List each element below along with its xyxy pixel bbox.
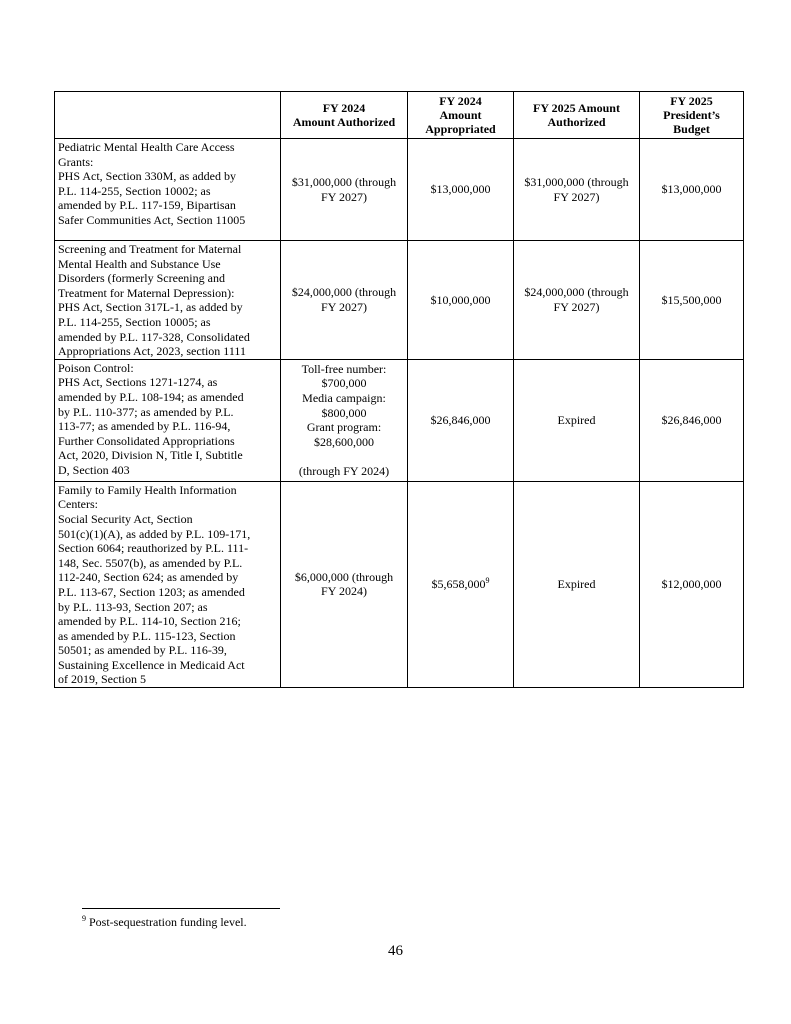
fy2024-appropriated-value: $10,000,000	[430, 292, 491, 307]
program-line: Screening and Treatment for Maternal	[58, 242, 242, 256]
program-line: of 2019, Section 5	[58, 672, 146, 687]
fy2024-authorized-line	[285, 449, 403, 464]
program-cell	[55, 359, 281, 481]
fy2024-appropriated-cell	[408, 359, 514, 481]
program-line: PHS Act, Section 330M, as added by	[58, 169, 236, 184]
fy2025-budget-cell	[640, 139, 744, 241]
header-fy2024-appropriated: FY 2024 Amount Appropriated	[408, 92, 514, 139]
program-line: Safer Communities Act, Section 11005	[58, 212, 246, 227]
fy2025-budget-value: $15,500,000	[661, 292, 722, 307]
fy2024-appropriated-cell	[408, 481, 514, 687]
footnote	[82, 915, 247, 930]
fy2024-authorized-cell	[281, 481, 408, 687]
program-cell	[55, 241, 281, 360]
fy2024-authorized-line: FY 2024)	[321, 584, 367, 599]
program-line: amended by P.L. 117-159, Bipartisan	[58, 198, 236, 213]
program-line: Treatment for Maternal Depression):	[58, 285, 235, 300]
program-line: P.L. 114-255, Section 10002; as	[58, 183, 211, 198]
fy2024-appropriated-value: $5,658,000	[431, 577, 486, 592]
fy2024-authorized-cell	[281, 139, 408, 241]
program-line: Further Consolidated Appropriations	[58, 433, 235, 448]
program-line: P.L. 113-67, Section 1203; as amended	[58, 584, 245, 599]
fy2024-appropriated-cell	[408, 241, 514, 360]
fy2025-authorized-cell	[514, 241, 640, 360]
fy2025-authorized-cell	[514, 481, 640, 687]
program-line: D, Section 403	[58, 462, 130, 477]
fy2025-authorized-line: $31,000,000 (through	[524, 174, 629, 189]
fy2024-authorized-line: $24,000,000 (through	[291, 285, 397, 300]
footnote-reference: 9	[485, 576, 490, 586]
fy2025-budget-value: $26,846,000	[661, 412, 722, 427]
table-row	[55, 241, 744, 360]
fy2025-authorized-line: FY 2027)	[553, 189, 600, 204]
footnote-text: Post-sequestration funding level.	[86, 915, 247, 929]
program-line: PHS Act, Section 317L-1, as added by	[58, 300, 243, 315]
footnote-separator	[82, 908, 280, 909]
fy2025-authorized-cell	[514, 139, 640, 241]
fy2024-authorized-line: Toll-free number:	[301, 361, 387, 376]
fy2024-authorized-line: FY 2027)	[321, 189, 367, 204]
fy2025-authorized-cell	[514, 359, 640, 481]
table-row	[55, 139, 744, 241]
program-line: Act, 2020, Division N, Title I, Subtitle	[58, 448, 243, 463]
program-line: 501(c)(1)(A), as added by P.L. 109-171,	[58, 526, 251, 541]
program-line: 112-240, Section 624; as amended by	[58, 570, 239, 585]
program-line: Mental Health and Substance Use	[58, 256, 221, 271]
table-row	[55, 481, 744, 687]
fy2024-authorized-line: $28,600,000	[314, 434, 374, 449]
program-line: P.L. 114-255, Section 10005; as	[58, 314, 211, 329]
fy2024-authorized-line: Media campaign:	[302, 390, 386, 405]
program-line: 113-77; as amended by P.L. 116-94,	[58, 419, 231, 434]
program-line: amended by P.L. 114-10, Section 216;	[58, 614, 241, 629]
fy2024-authorized-cell	[281, 241, 408, 360]
program-line: 148, Sec. 5507(b), as amended by P.L.	[58, 555, 243, 570]
authorization-table	[54, 91, 744, 688]
program-line: as amended by P.L. 115-123, Section	[58, 628, 236, 643]
page-number: 46	[388, 943, 403, 959]
fy2024-authorized-line: $31,000,000 (through	[291, 174, 397, 189]
fy2024-appropriated-value: $13,000,000	[430, 182, 491, 197]
header-program	[55, 92, 281, 139]
fy2025-budget-cell	[640, 481, 744, 687]
program-line: Pediatric Mental Health Care Access	[58, 140, 235, 154]
fy2025-budget-cell	[640, 359, 744, 481]
program-line: Centers:	[58, 497, 98, 512]
program-cell	[55, 139, 281, 241]
fy2025-budget-value: $12,000,000	[661, 577, 722, 592]
fy2024-appropriated-value: $26,846,000	[430, 412, 491, 427]
fy2025-budget-value: $13,000,000	[661, 182, 722, 197]
fy2024-appropriated-cell	[408, 139, 514, 241]
program-line: by P.L. 110-377; as amended by P.L.	[58, 404, 234, 419]
program-line: amended by P.L. 117-328, Consolidated	[58, 329, 250, 344]
fy2025-authorized-line: Expired	[557, 412, 596, 427]
program-line: Appropriations Act, 2023, section 1111	[58, 344, 246, 359]
header-fy2025-authorized: FY 2025 Amount Authorized	[514, 92, 640, 139]
program-line: Grants:	[58, 154, 94, 169]
fy2024-authorized-cell	[281, 359, 408, 481]
fy2024-authorized-line: Grant program:	[306, 420, 382, 435]
program-line: amended by P.L. 108-194; as amended	[58, 389, 244, 404]
header-row	[55, 92, 744, 139]
fy2025-authorized-line: FY 2027)	[553, 299, 600, 314]
fy2024-authorized-line: FY 2027)	[321, 299, 367, 314]
program-line: by P.L. 113-93, Section 207; as	[58, 599, 208, 614]
program-line: Family to Family Health Information	[58, 482, 237, 497]
fy2024-authorized-line: (through FY 2024)	[298, 463, 390, 478]
fy2024-authorized-line: $700,000	[321, 376, 367, 391]
fy2024-authorized-line: $6,000,000 (through	[294, 569, 394, 584]
header-fy2024-authorized: FY 2024 Amount Authorized	[281, 92, 408, 139]
program-line: Poison Control:	[58, 360, 134, 375]
program-line: Sustaining Excellence in Medicaid Act	[58, 657, 245, 672]
program-cell	[55, 481, 281, 687]
program-line: Social Security Act, Section	[58, 511, 193, 526]
fy2025-budget-cell	[640, 241, 744, 360]
fy2024-authorized-line: $800,000	[321, 405, 367, 420]
program-line: Disorders (formerly Screening and	[58, 271, 225, 286]
footnote-marker: 9	[82, 914, 86, 923]
header-fy2025-budget: FY 2025 President’s Budget	[640, 92, 744, 139]
table-row	[55, 359, 744, 481]
program-line: PHS Act, Sections 1271-1274, as	[58, 375, 218, 390]
program-line: Section 6064; reauthorized by P.L. 111-	[58, 541, 249, 556]
fy2025-authorized-line: $24,000,000 (through	[524, 285, 629, 300]
program-line: 50501; as amended by P.L. 116-39,	[58, 643, 227, 658]
fy2025-authorized-line: Expired	[557, 577, 596, 592]
